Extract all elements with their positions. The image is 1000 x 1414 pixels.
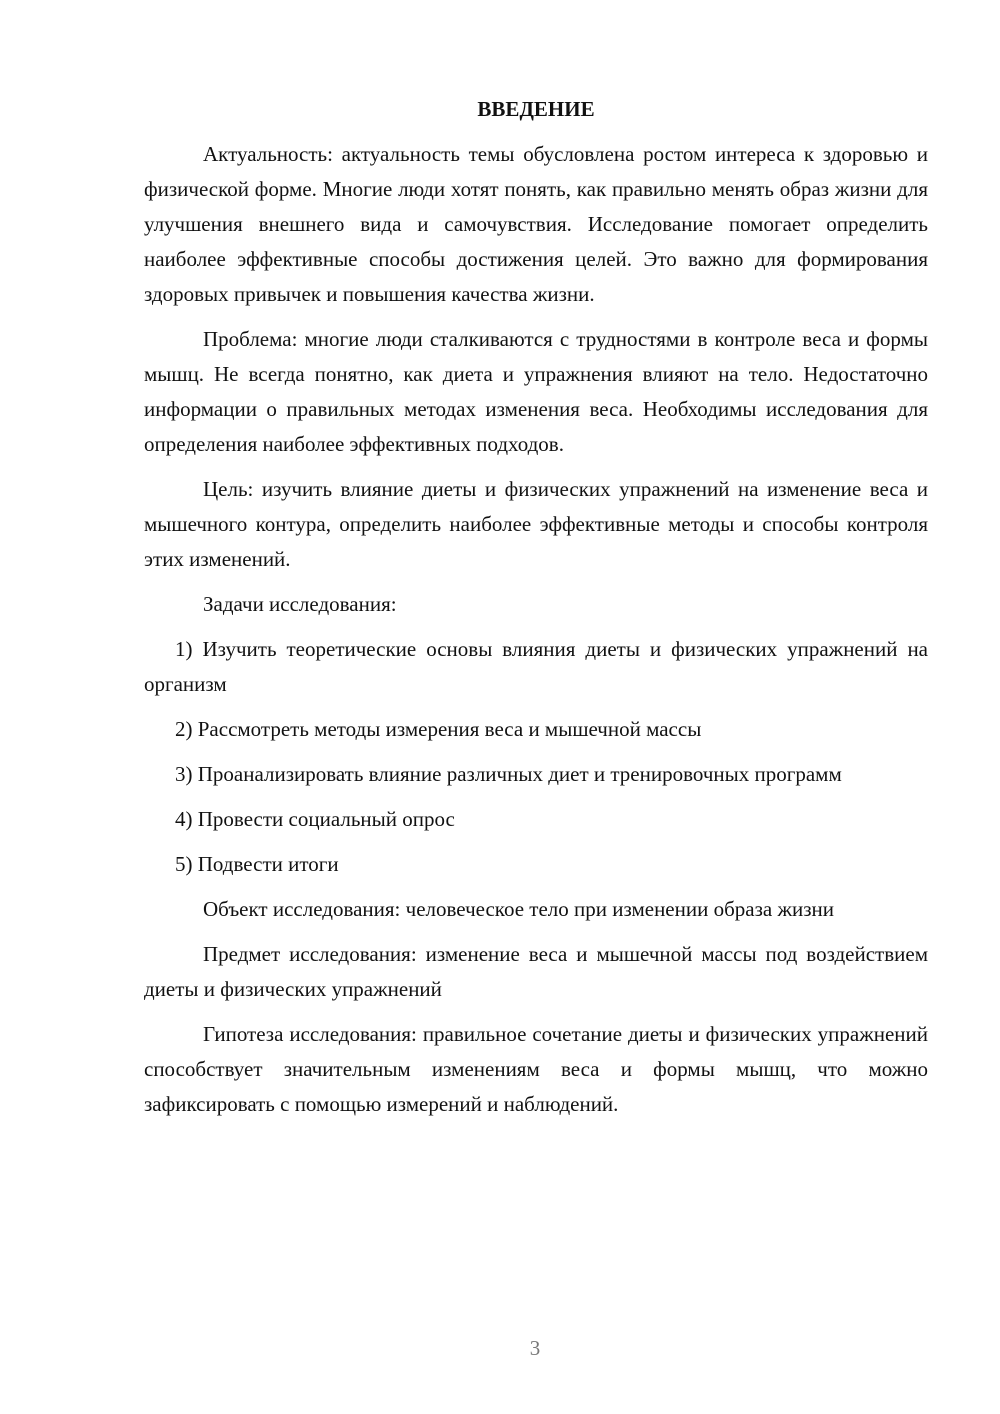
- problem-paragraph: Проблема: многие люди сталкиваются с трудностями в контроле веса и формы мышц. Не всегда понятно, как диета и упражнения влияют на тело. Недостаточно информации о правильных методах изменения веса. Необходимы исследования для определения наиболее эффективных подходов.: [144, 327, 928, 456]
- page-number: 3: [529, 1336, 541, 1360]
- task-item: 1) Изучить теоретические основы влияния диеты и физических упражнений на организм: [144, 637, 928, 696]
- task-item: 5) Подвести итоги: [175, 852, 339, 876]
- task-item: 2) Рассмотреть методы измерения веса и мышечной массы: [175, 717, 702, 741]
- section-title: ВВЕДЕНИЕ: [477, 97, 595, 121]
- hypothesis-paragraph: Гипотеза исследования: правильное сочетание диеты и физических упражнений способствует значительным изменениям веса и формы мышц, что можно зафиксировать с помощью измерений и наблюдений.: [144, 1022, 928, 1116]
- object-paragraph: Объект исследования: человеческое тело при изменении образа жизни: [203, 897, 834, 921]
- task-item: 3) Проанализировать влияние различных диет и тренировочных программ: [175, 762, 842, 786]
- relevance-paragraph: Актуальность: актуальность темы обусловлена ростом интереса к здоровью и физической форме. Многие люди хотят понять, как правильно менять образ жизни для улучшения внешнего вида и самочувствия. Исследование помогает определить наиболее эффективные способы достижения целей. Это важно для формирования здоровых привычек и повышения качества жизни.: [144, 142, 928, 306]
- goal-paragraph: Цель: изучить влияние диеты и физических упражнений на изменение веса и мышечного контура, определить наиболее эффективные методы и способы контроля этих изменений.: [144, 477, 928, 571]
- document-page: [144, 92, 928, 1132]
- task-item: 4) Провести социальный опрос: [175, 807, 455, 831]
- tasks-heading: Задачи исследования:: [203, 592, 397, 616]
- subject-paragraph: Предмет исследования: изменение веса и мышечной массы под воздействием диеты и физических упражнений: [144, 942, 928, 1001]
